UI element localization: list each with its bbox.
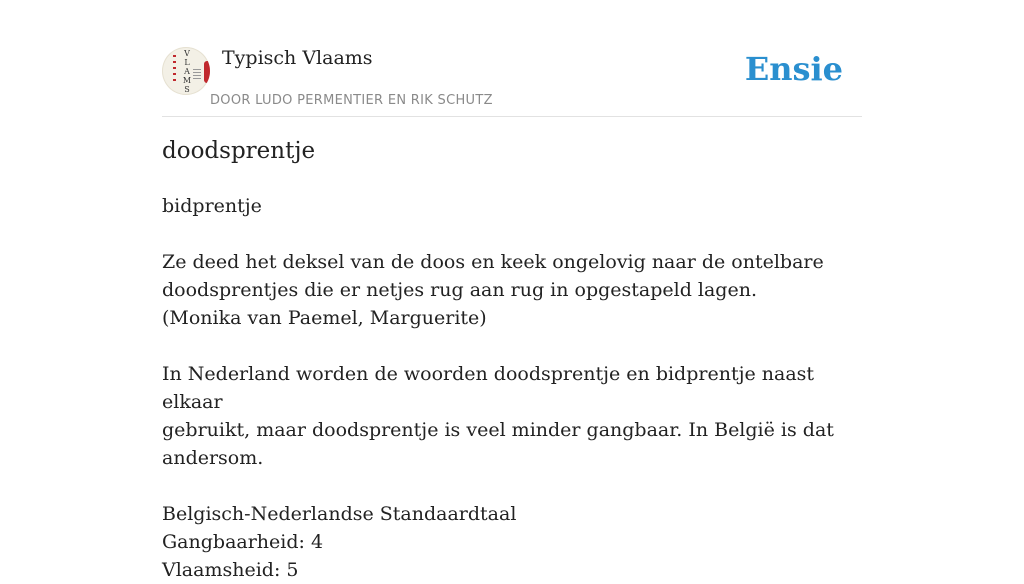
logo-letter: V (184, 49, 190, 58)
logo-letters (181, 49, 193, 94)
meta-line: Belgisch-Nederlandse Standaardtaal (162, 503, 517, 525)
note-line: In Nederland worden de woorden doodsprentje en bidprentje naast elkaar (162, 363, 815, 413)
entry-body (162, 192, 862, 584)
paragraph-gap (162, 332, 862, 360)
site-header (162, 40, 862, 117)
logo-letter: M (182, 76, 192, 85)
ensie-brand-link[interactable]: Ensie (744, 50, 843, 88)
logo-red-mark (204, 61, 210, 83)
logo-lines (193, 69, 201, 79)
logo-letter: S (184, 85, 190, 94)
quote-line: doodsprentjes die er netjes rug aan rug in opgestapeld lagen. (162, 279, 757, 301)
logo-letter: L (184, 58, 190, 67)
note-line: gebruikt, maar doodsprentje is veel minder gangbaar. In België is dat andersom. (162, 419, 834, 469)
quote-source: (Monika van Paemel, Marguerite) (162, 307, 487, 329)
logo-letter: A (184, 67, 190, 76)
meta-line: Gangbaarheid: 4 (162, 531, 324, 553)
entry-title: doodsprentje (162, 138, 316, 164)
entry-definition: bidprentje (162, 195, 262, 217)
quote-line: Ze deed het deksel van de doos en keek ongelovig naar de ontelbare (162, 251, 824, 273)
logo-dots (173, 55, 176, 85)
meta-line: Vlaamsheid: 5 (162, 559, 299, 581)
site-title-link[interactable]: Typisch Vlaams (222, 47, 373, 69)
byline: DOOR LUDO PERMENTIER EN RIK SCHUTZ (210, 93, 493, 108)
paragraph-gap (162, 220, 862, 248)
typisch-vlaams-logo-icon[interactable] (162, 47, 210, 95)
paragraph-gap (162, 472, 862, 500)
